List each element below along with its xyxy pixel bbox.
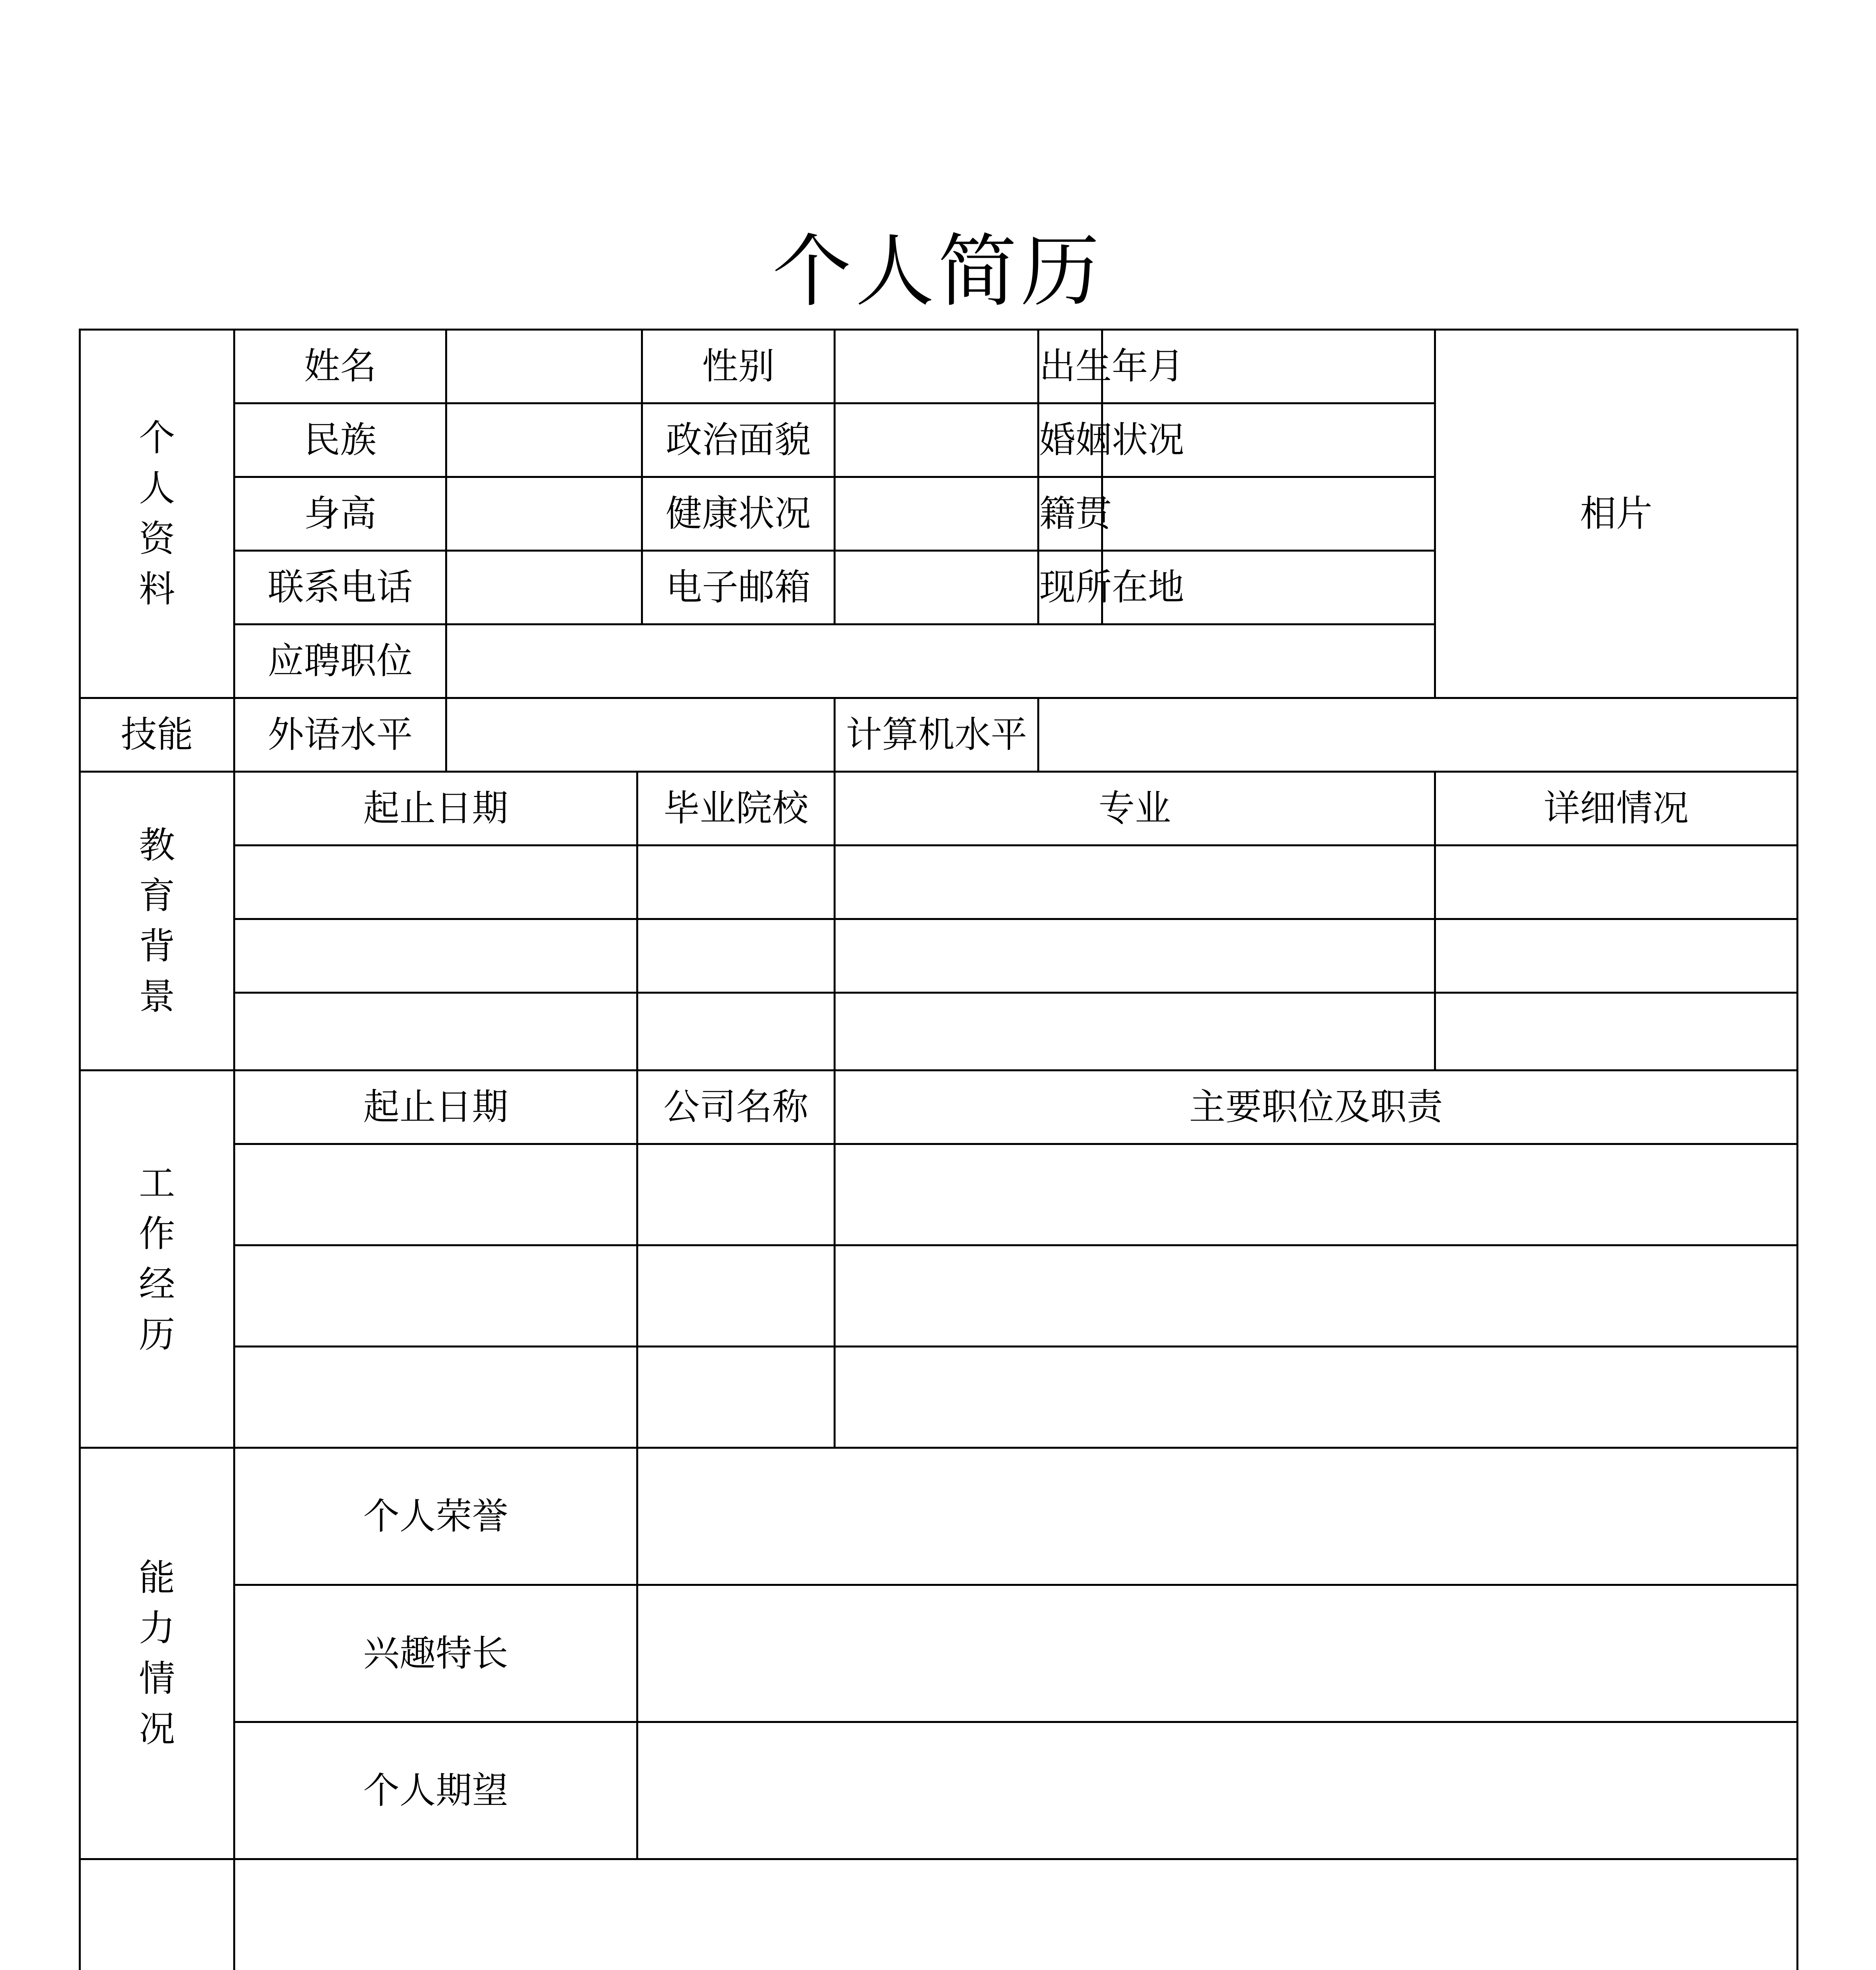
work-date-field[interactable] (234, 1347, 637, 1448)
work-row (80, 1347, 1798, 1448)
self-eval-row (80, 1859, 1798, 1970)
education-details-field[interactable] (1435, 919, 1798, 993)
work-header-company: 公司名称 (637, 1070, 835, 1144)
honors-field[interactable] (637, 1448, 1798, 1585)
email-label: 电子邮箱 (642, 551, 835, 624)
work-row (80, 1144, 1798, 1245)
education-header-details: 详细情况 (1435, 772, 1798, 846)
education-row (80, 919, 1798, 993)
education-details-field[interactable] (1435, 993, 1798, 1070)
education-header-school: 毕业院校 (637, 772, 835, 846)
personal-section-label: 个人资料 (80, 330, 234, 698)
interests-label: 兴趣特长 (234, 1585, 637, 1722)
work-header-duties: 主要职位及职责 (835, 1070, 1798, 1144)
photo-cell[interactable]: 相片 (1435, 330, 1798, 698)
gender-label: 性别 (642, 330, 835, 403)
work-duties-field[interactable] (835, 1347, 1798, 1448)
self-eval-section-label (80, 1859, 234, 1970)
page-title: 个人简历 (772, 226, 1103, 318)
work-company-field[interactable] (637, 1347, 835, 1448)
education-row (80, 993, 1798, 1070)
education-major-field[interactable] (835, 919, 1435, 993)
language-field[interactable] (446, 698, 835, 772)
ability-section-label: 能力情况 (80, 1448, 234, 1859)
computer-label: 计算机水平 (835, 698, 1038, 772)
personal-row-1 (80, 330, 1798, 403)
birth-label: 出生年月 (1038, 330, 1102, 403)
interests-row (80, 1585, 1798, 1722)
education-details-field[interactable] (1435, 846, 1798, 919)
skills-row (80, 698, 1798, 772)
health-label: 健康状况 (642, 477, 835, 551)
language-label: 外语水平 (234, 698, 446, 772)
education-date-field[interactable] (234, 919, 637, 993)
education-date-field[interactable] (234, 846, 637, 919)
education-major-field[interactable] (835, 993, 1435, 1070)
education-school-field[interactable] (637, 993, 835, 1070)
phone-label: 联系电话 (234, 551, 446, 624)
expectation-label: 个人期望 (234, 1722, 637, 1859)
education-header-row (80, 772, 1798, 846)
education-section-label: 教育背景 (80, 772, 234, 1070)
work-company-field[interactable] (637, 1245, 835, 1347)
political-field[interactable] (835, 403, 1038, 477)
work-date-field[interactable] (234, 1144, 637, 1245)
work-section-label: 工作经历 (80, 1070, 234, 1448)
education-header-major: 专业 (835, 772, 1435, 846)
position-field[interactable] (446, 624, 1435, 698)
work-company-field[interactable] (637, 1144, 835, 1245)
work-date-field[interactable] (234, 1245, 637, 1347)
work-header-row (80, 1070, 1798, 1144)
skills-section-label: 技能 (80, 698, 234, 772)
work-row (80, 1245, 1798, 1347)
education-school-field[interactable] (637, 919, 835, 993)
education-major-field[interactable] (835, 846, 1435, 919)
expectation-field[interactable] (637, 1722, 1798, 1859)
native-place-field[interactable] (1102, 477, 1435, 551)
self-eval-field[interactable] (234, 1859, 1798, 1970)
honors-label: 个人荣誉 (234, 1448, 637, 1585)
height-field[interactable] (446, 477, 642, 551)
political-label: 政治面貌 (642, 403, 835, 477)
phone-field[interactable] (446, 551, 642, 624)
ethnicity-field[interactable] (446, 403, 642, 477)
ethnicity-label: 民族 (234, 403, 446, 477)
education-school-field[interactable] (637, 846, 835, 919)
marital-label: 婚姻状况 (1038, 403, 1102, 477)
resume-table (79, 329, 1798, 1970)
work-duties-field[interactable] (835, 1245, 1798, 1347)
education-row (80, 846, 1798, 919)
name-label: 姓名 (234, 330, 446, 403)
computer-field[interactable] (1038, 698, 1798, 772)
education-header-date: 起止日期 (234, 772, 637, 846)
work-duties-field[interactable] (835, 1144, 1798, 1245)
health-field[interactable] (835, 477, 1038, 551)
honors-row (80, 1448, 1798, 1585)
work-header-date: 起止日期 (234, 1070, 637, 1144)
education-date-field[interactable] (234, 993, 637, 1070)
interests-field[interactable] (637, 1585, 1798, 1722)
native-place-label: 籍贯 (1038, 477, 1102, 551)
location-label: 现所在地 (1038, 551, 1102, 624)
email-field[interactable] (835, 551, 1038, 624)
expectation-row (80, 1722, 1798, 1859)
name-field[interactable] (446, 330, 642, 403)
gender-field[interactable] (835, 330, 1038, 403)
position-label: 应聘职位 (234, 624, 446, 698)
height-label: 身高 (234, 477, 446, 551)
